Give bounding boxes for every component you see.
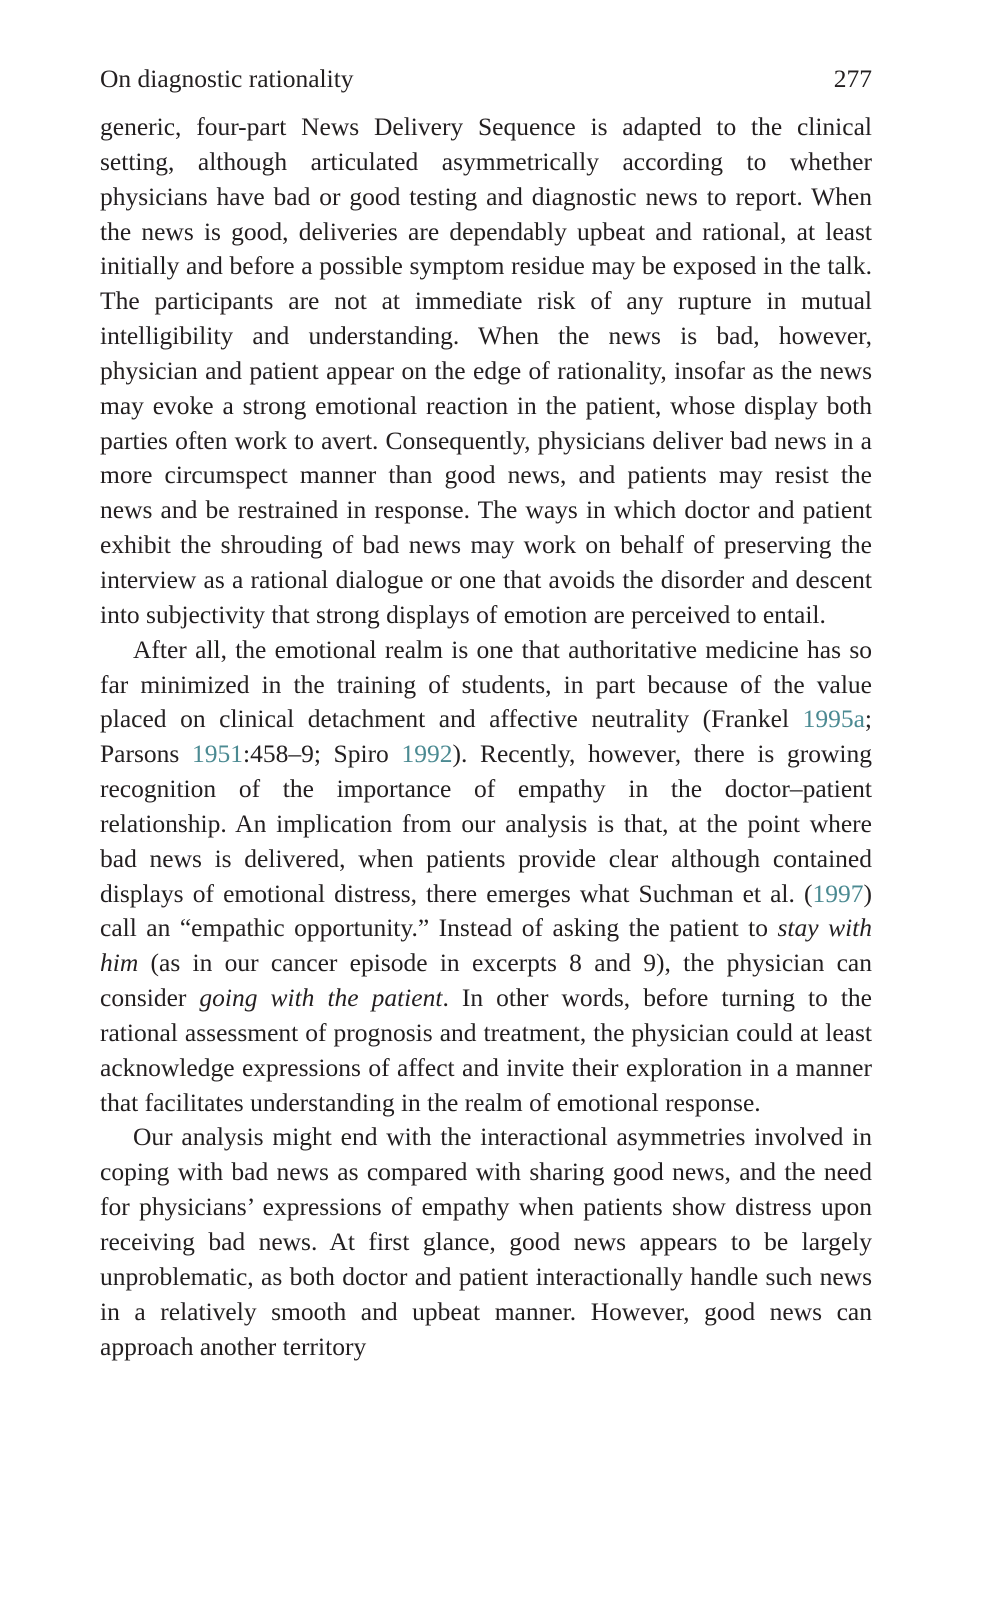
running-head (100, 64, 872, 110)
paragraph (100, 110, 872, 633)
body-text (100, 110, 872, 1364)
text-run: . In other words, before turning to the rational assessment of prognosis and treatment, the physician could at least acknowledge expressions of affect and invite their exploration in a manner that facilitates understanding in the realm of emotional response. (100, 983, 872, 1117)
text-run: (as in our cancer episode in excerpts 8 and 9), the physician can consider (100, 948, 872, 1013)
citation-year-link[interactable]: 1995a (802, 704, 865, 734)
emphasis-text: stay with him (100, 913, 873, 978)
text-run: ) call an “empathic opportunity.” Instead of asking the patient to (100, 878, 872, 943)
text-run: ; Parsons (100, 704, 872, 769)
text-run: generic, four-part News Delivery Sequence is adapted to the clinical setting, although articulated asymmetrically according to whether physicians have bad or good testing and diagnostic news to report. When the news is good, deliveries are dependably upbeat and rational, at least initially and before a possible symptom residue may be exposed in the talk. The participants are not at immediate risk of any rupture in mutual intelligibility and understanding. When the news is bad, however, physician and patient appear on the edge of rationality, insofar as the news may evoke a strong emotional reaction in the patient, whose display both parties often work to avert. Consequently, physicians deliver bad news in a more circumspect manner than good news, and patients may resist the news and be restrained in response. The ways in which doctor and patient exhibit the shrouding of bad news may work on behalf of preserving the interview as a rational dialogue or one that avoids the disorder and descent into subjectivity that strong displays of emotion are perceived to entail. (100, 112, 872, 629)
emphasis-text: going with the patient (199, 983, 443, 1013)
text-run: :458–9; Spiro (242, 739, 402, 769)
citation-year-link[interactable]: 1951 (191, 739, 243, 769)
citation-year-link[interactable]: 1992 (401, 739, 453, 769)
text-run: Our analysis might end with the interactional asymmetries involved in coping with bad news as compared with sharing good news, and the need for physicians’ expressions of empathy when patients show distress upon receiving bad news. At first glance, good news appears to be largely unproblematic, as both doctor and patient interactionally handle such news in a relatively smooth and upbeat manner. However, good news can approach another territory (100, 1122, 872, 1361)
text-run: After all, the emotional realm is one that authoritative medicine has so far minimized in the training of students, in part because of the value placed on clinical detachment and affective neutrality (Frankel (100, 634, 872, 734)
paragraph (100, 633, 872, 1121)
paragraph (100, 1120, 872, 1364)
running-title: On diagnostic rationality (100, 64, 354, 93)
text-run: ). Recently, however, there is growing recognition of the importance of empathy in the doctor–patient relationship. An implication from our analysis is that, at the point where bad news is delivered, when patients provide clear although contained displays of emotional distress, there emerges what Suchman et al. ( (100, 739, 872, 908)
page-number: 277 (833, 64, 872, 93)
book-page (100, 64, 872, 1364)
citation-year-link[interactable]: 1997 (812, 878, 864, 908)
